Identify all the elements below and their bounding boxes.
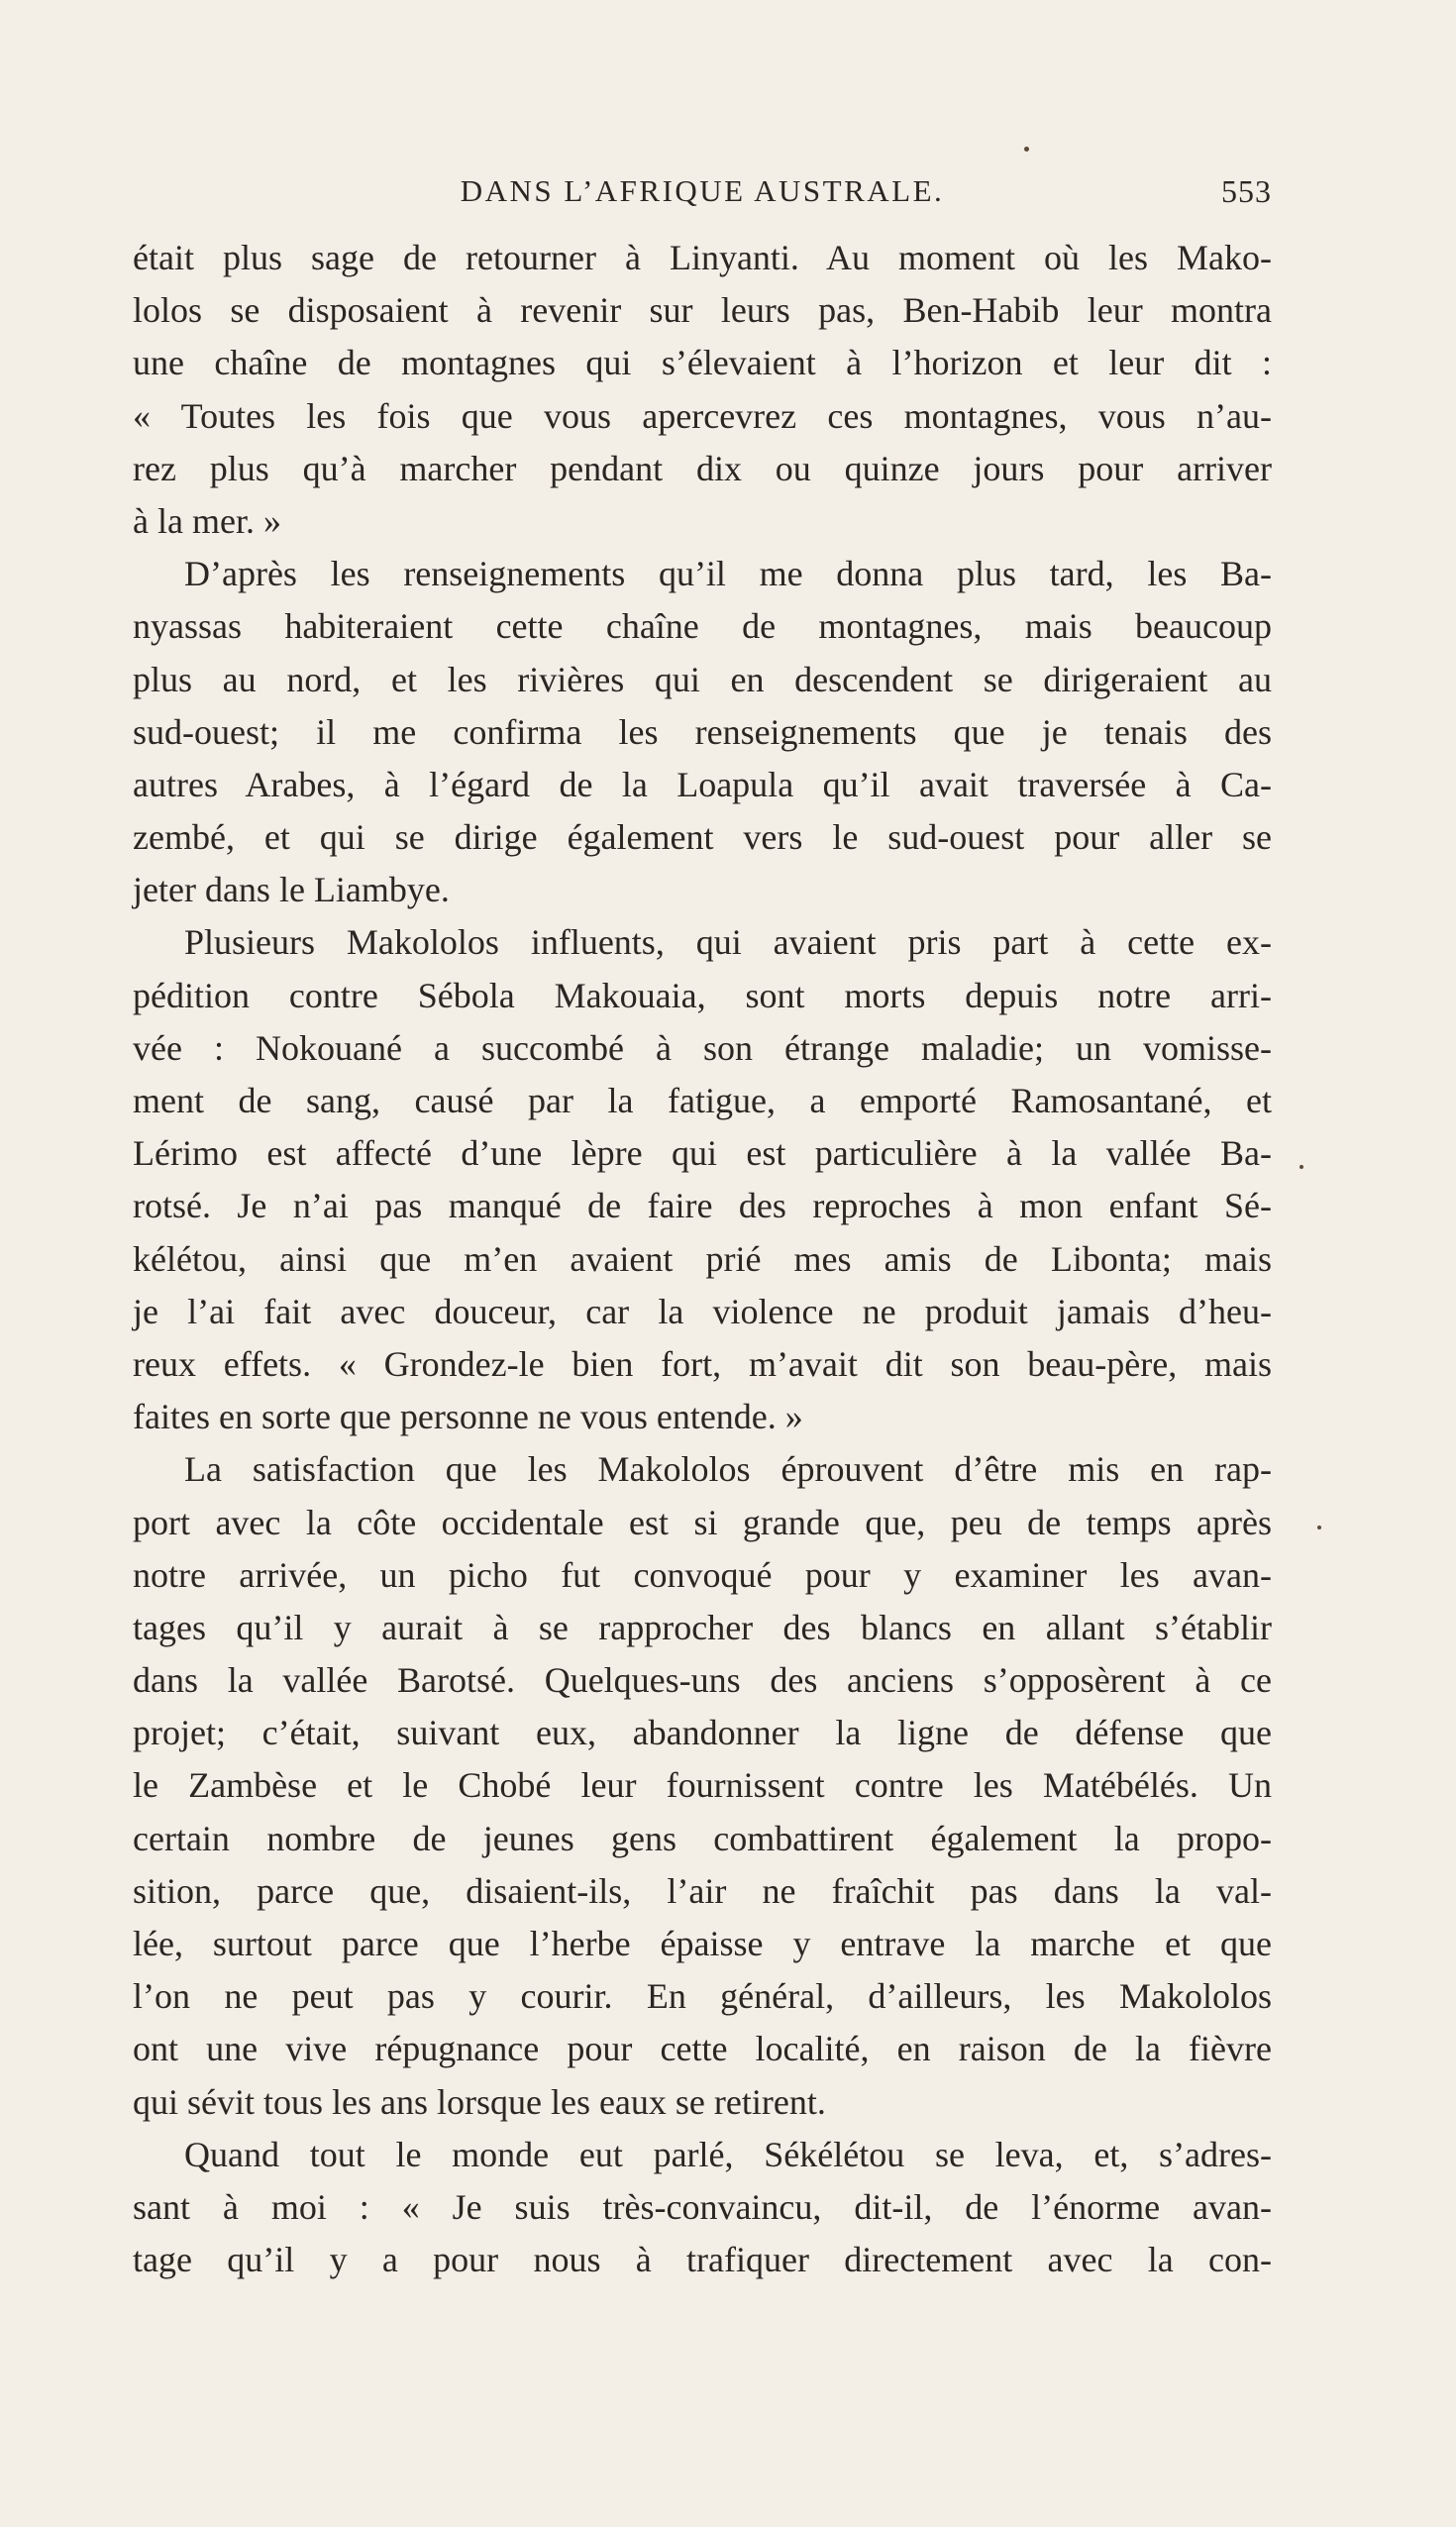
- text-line: pédition contre Sébola Makouaia, sont morts depuis notre arri-: [133, 975, 1272, 1015]
- text-line: plus au nord, et les rivières qui en descendent se dirigeraient au: [133, 659, 1272, 699]
- text-line: qui sévit tous les ans lorsque les eaux se retirent.: [133, 2081, 826, 2122]
- text-line: je l’ai fait avec douceur, car la violence ne produit jamais d’heu-: [133, 1291, 1272, 1331]
- text-line: vée : Nokouané a succombé à son étrange maladie; un vomisse-: [133, 1027, 1272, 1068]
- body-text: [133, 232, 1272, 2286]
- text-line: ment de sang, causé par la fatigue, a emporté Ramosantané, et: [133, 1081, 1272, 1120]
- text-line: port avec la côte occidentale est si grande que, peu de temps après: [133, 1502, 1272, 1542]
- text-line: rez plus qu’à marcher pendant dix ou quinze jours pour arriver: [133, 448, 1272, 488]
- text-line: zembé, et qui se dirige également vers le sud-ouest pour aller se: [133, 817, 1272, 858]
- text-line: jeter dans le Liambye.: [133, 870, 450, 910]
- text-line: certain nombre de jeunes gens combattirent également la propo-: [133, 1818, 1272, 1858]
- text-line: Lérimo est affecté d’une lèpre qui est particulière à la vallée Ba-: [133, 1133, 1272, 1174]
- text-line: une chaîne de montagnes qui s’élevaient à l’horizon et leur dit :: [133, 343, 1272, 383]
- text-line: l’on ne peut pas y courir. En général, d’ailleurs, les Makololos: [133, 1976, 1272, 2017]
- text-line: ont une vive répugnance pour cette localité, en raison de la fièvre: [133, 2029, 1272, 2069]
- text-line: nyassas habiteraient cette chaîne de montagnes, mais beaucoup: [133, 606, 1272, 647]
- text-line: tage qu’il y a pour nous à trafiquer directement avec la con-: [133, 2240, 1272, 2280]
- text-line: lolos se disposaient à revenir sur leurs pas, Ben-Habib leur montra: [133, 290, 1272, 331]
- ink-speck: [1300, 1165, 1303, 1169]
- text-line: Plusieurs Makololos influents, qui avaient pris part à cette ex-: [184, 922, 1272, 963]
- text-line: « Toutes les fois que vous apercevrez ces montagnes, vous n’au-: [133, 395, 1272, 436]
- text-line: D’après les renseignements qu’il me donna plus tard, les Ba-: [184, 554, 1272, 594]
- text-line: tages qu’il y aurait à se rapprocher des blancs en allant s’établir: [133, 1607, 1272, 1647]
- running-title: DANS L’AFRIQUE AUSTRALE.: [460, 173, 945, 208]
- text-line: faites en sorte que personne ne vous entende. »: [133, 1397, 803, 1437]
- text-line: reux effets. « Grondez-le bien fort, m’avait dit son beau-père, mais: [133, 1343, 1272, 1384]
- page-number: 553: [1221, 173, 1272, 209]
- text-line: kélétou, ainsi que m’en avaient prié mes amis de Libonta; mais: [133, 1238, 1272, 1279]
- text-line: projet; c’était, suivant eux, abandonner la ligne de défense que: [133, 1713, 1272, 1753]
- text-line: à la mer. »: [133, 500, 281, 541]
- text-line: autres Arabes, à l’égard de la Loapula qu’il avait traversée à Ca-: [133, 764, 1272, 804]
- ink-speck: [1317, 1526, 1321, 1529]
- text-line: rotsé. Je n’ai pas manqué de faire des reproches à mon enfant Sé-: [133, 1186, 1272, 1226]
- running-head: [133, 166, 1272, 216]
- text-line: lée, surtout parce que l’herbe épaisse y entrave la marche et que: [133, 1924, 1272, 1963]
- text-line: sant à moi : « Je suis très-convaincu, dit-il, de l’énorme avan-: [133, 2186, 1272, 2227]
- text-line: Quand tout le monde eut parlé, Sékélétou se leva, et, s’adres-: [184, 2134, 1272, 2174]
- text-line: sud-ouest; il me confirma les renseignements que je tenais des: [133, 711, 1272, 752]
- text-line: dans la vallée Barotsé. Quelques-uns des anciens s’opposèrent à ce: [133, 1660, 1272, 1701]
- text-line: notre arrivée, un picho fut convoqué pour y examiner les avan-: [133, 1554, 1272, 1595]
- ink-speck: [1024, 147, 1029, 152]
- text-line: était plus sage de retourner à Linyanti. Au moment où les Mako-: [133, 238, 1272, 277]
- text-line: La satisfaction que les Makololos éprouvent d’être mis en rap-: [184, 1449, 1272, 1490]
- text-line: sition, parce que, disaient-ils, l’air ne fraîchit pas dans la val-: [133, 1870, 1272, 1911]
- text-line: le Zambèse et le Chobé leur fournissent contre les Matébélés. Un: [133, 1765, 1272, 1806]
